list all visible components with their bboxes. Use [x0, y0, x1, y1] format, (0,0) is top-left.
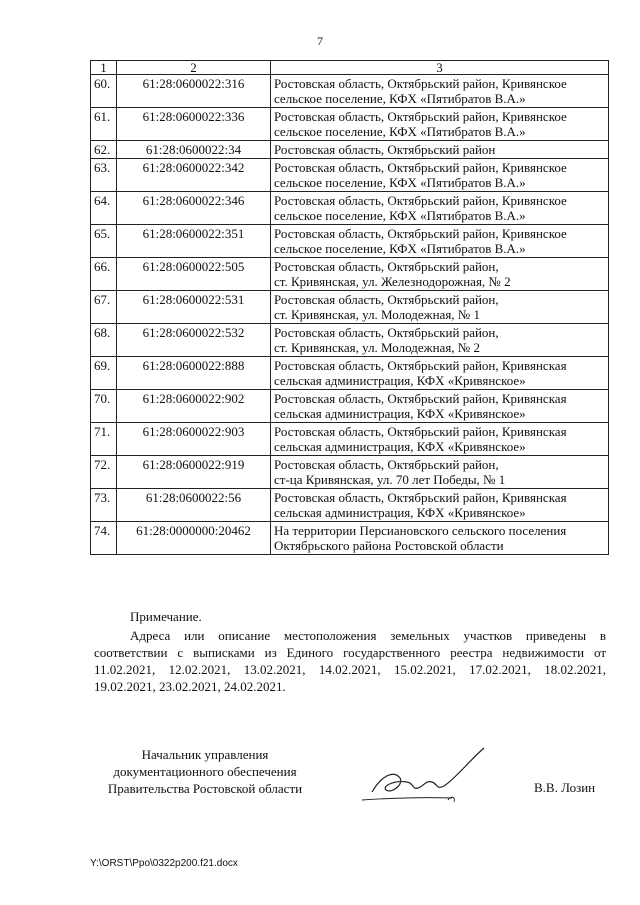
plot-location [271, 522, 609, 555]
plot-location [271, 141, 609, 159]
plot-location-line: Ростовская область, Октябрьский район, [274, 457, 499, 472]
table-row [91, 423, 609, 456]
signatory-name: В.В. Лозин [534, 780, 596, 795]
plot-location [271, 357, 609, 390]
plot-location-line: сельская администрация, КФХ «Кривянское» [274, 505, 526, 520]
plot-location-line: ст. Кривянская, ул. Железнодорожная, № 2 [274, 274, 511, 289]
cadastral-number: 61:28:0600022:902 [117, 390, 271, 423]
plot-location [271, 192, 609, 225]
plot-location [271, 489, 609, 522]
plot-location [271, 456, 609, 489]
plot-location-line: Ростовская область, Октябрьский район, Кривянское [274, 160, 567, 175]
cadastral-number: 61:28:0600022:505 [117, 258, 271, 291]
plot-location-line: ст. Кривянская, ул. Молодежная, № 2 [274, 340, 480, 355]
row-number: 61. [91, 108, 117, 141]
row-number: 67. [91, 291, 117, 324]
table-row [91, 357, 609, 390]
signatory-position [90, 746, 320, 797]
plot-location-line: сельское поселение, КФХ «Пятибратов В.А.» [274, 124, 526, 139]
cadastral-number: 61:28:0600022:342 [117, 159, 271, 192]
table-row [91, 390, 609, 423]
row-number: 71. [91, 423, 117, 456]
cadastral-number: 61:28:0600022:346 [117, 192, 271, 225]
cadastral-number: 61:28:0600022:888 [117, 357, 271, 390]
row-number: 64. [91, 192, 117, 225]
plot-location-line: На территории Персиановского сельского поселения [274, 523, 567, 538]
plot-location [271, 225, 609, 258]
plot-location-line: Ростовская область, Октябрьский район, Кривянская [274, 490, 567, 505]
table-row [91, 141, 609, 159]
plot-location-line: сельское поселение, КФХ «Пятибратов В.А.» [274, 175, 526, 190]
cadastral-number: 61:28:0600022:34 [117, 141, 271, 159]
row-number: 62. [91, 141, 117, 159]
cadastral-number: 61:28:0600022:56 [117, 489, 271, 522]
row-number: 72. [91, 456, 117, 489]
page-number: 7 [317, 34, 323, 48]
plot-location-line: Ростовская область, Октябрьский район, Кривянское [274, 76, 567, 91]
row-number: 73. [91, 489, 117, 522]
table-row [91, 159, 609, 192]
plot-location [271, 75, 609, 108]
table-body [91, 75, 609, 555]
row-number: 63. [91, 159, 117, 192]
plot-location-line: Ростовская область, Октябрьский район, Кривянское [274, 226, 567, 241]
table-row [91, 258, 609, 291]
plot-location-line: Ростовская область, Октябрьский район, Кривянское [274, 109, 567, 124]
plot-location-line: сельская администрация, КФХ «Кривянское» [274, 373, 526, 388]
table-row [91, 75, 609, 108]
plot-location-line: Ростовская область, Октябрьский район, Кривянская [274, 424, 567, 439]
signatory-position-line: Начальник управления [141, 747, 269, 762]
handwritten-signature [352, 740, 502, 810]
cadastral-number: 61:28:0600022:903 [117, 423, 271, 456]
plot-location-line: Ростовская область, Октябрьский район, [274, 325, 499, 340]
row-number: 69. [91, 357, 117, 390]
column-header-number: 1 [91, 61, 117, 75]
table-row [91, 489, 609, 522]
row-number: 70. [91, 390, 117, 423]
table-row [91, 225, 609, 258]
plot-location-line: сельское поселение, КФХ «Пятибратов В.А.» [274, 91, 526, 106]
row-number: 66. [91, 258, 117, 291]
plot-location-line: Ростовская область, Октябрьский район [274, 142, 496, 157]
plot-location [271, 423, 609, 456]
cadastral-number: 61:28:0600022:532 [117, 324, 271, 357]
plot-location-line: Ростовская область, Октябрьский район, Кривянская [274, 358, 567, 373]
column-header-cadastral: 2 [117, 61, 271, 75]
cadastral-number: 61:28:0600022:336 [117, 108, 271, 141]
plot-location [271, 159, 609, 192]
plot-location-line: сельское поселение, КФХ «Пятибратов В.А.» [274, 208, 526, 223]
land-plots-table [90, 60, 609, 555]
table-row [91, 522, 609, 555]
plot-location-line: сельская администрация, КФХ «Кривянское» [274, 406, 526, 421]
cadastral-number: 61:28:0600022:919 [117, 456, 271, 489]
plot-location [271, 324, 609, 357]
plot-location-line: ст-ца Кривянская, ул. 70 лет Победы, № 1 [274, 472, 506, 487]
plot-location-line: ст. Кривянская, ул. Молодежная, № 1 [274, 307, 480, 322]
table-header-row [91, 61, 609, 75]
table-row [91, 108, 609, 141]
plot-location [271, 390, 609, 423]
note-title: Примечание. [130, 609, 202, 624]
file-path-footer: Y:\ORST\Ppo\0322p200.f21.docx [90, 858, 238, 869]
cadastral-number: 61:28:0000000:20462 [117, 522, 271, 555]
cadastral-number: 61:28:0600022:351 [117, 225, 271, 258]
plot-location-line: Ростовская область, Октябрьский район, Кривянское [274, 193, 567, 208]
row-number: 65. [91, 225, 117, 258]
table-row [91, 291, 609, 324]
row-number: 68. [91, 324, 117, 357]
note-text: Адреса или описание местоположения земельных участков приведены в соответствии с выписками из Единого государственного реестра недвижимости от 11.02.2021, 12.02.2021, 13.02.2021, 14.02.2021, 15.02.2021, 17.02.2021, 18.02.2021, 19.02.2021, 23.02.2021, 24.02.2021. [94, 628, 606, 694]
table-row [91, 192, 609, 225]
plot-location-line: Ростовская область, Октябрьский район, [274, 259, 499, 274]
cadastral-number: 61:28:0600022:316 [117, 75, 271, 108]
plot-location-line: Ростовская область, Октябрьский район, [274, 292, 499, 307]
plot-location [271, 108, 609, 141]
column-header-location: 3 [271, 61, 609, 75]
plot-location-line: Октябрьского района Ростовской области [274, 538, 504, 553]
plot-location-line: сельская администрация, КФХ «Кривянское» [274, 439, 526, 454]
signatory-position-line: Правительства Ростовской области [107, 781, 303, 796]
table-row [91, 324, 609, 357]
cadastral-number: 61:28:0600022:531 [117, 291, 271, 324]
row-number: 60. [91, 75, 117, 108]
plot-location-line: Ростовская область, Октябрьский район, Кривянская [274, 391, 567, 406]
plot-location [271, 291, 609, 324]
plot-location [271, 258, 609, 291]
signatory-position-line: документационного обеспечения [113, 764, 297, 779]
table-row [91, 456, 609, 489]
plot-location-line: сельское поселение, КФХ «Пятибратов В.А.» [274, 241, 526, 256]
row-number: 74. [91, 522, 117, 555]
